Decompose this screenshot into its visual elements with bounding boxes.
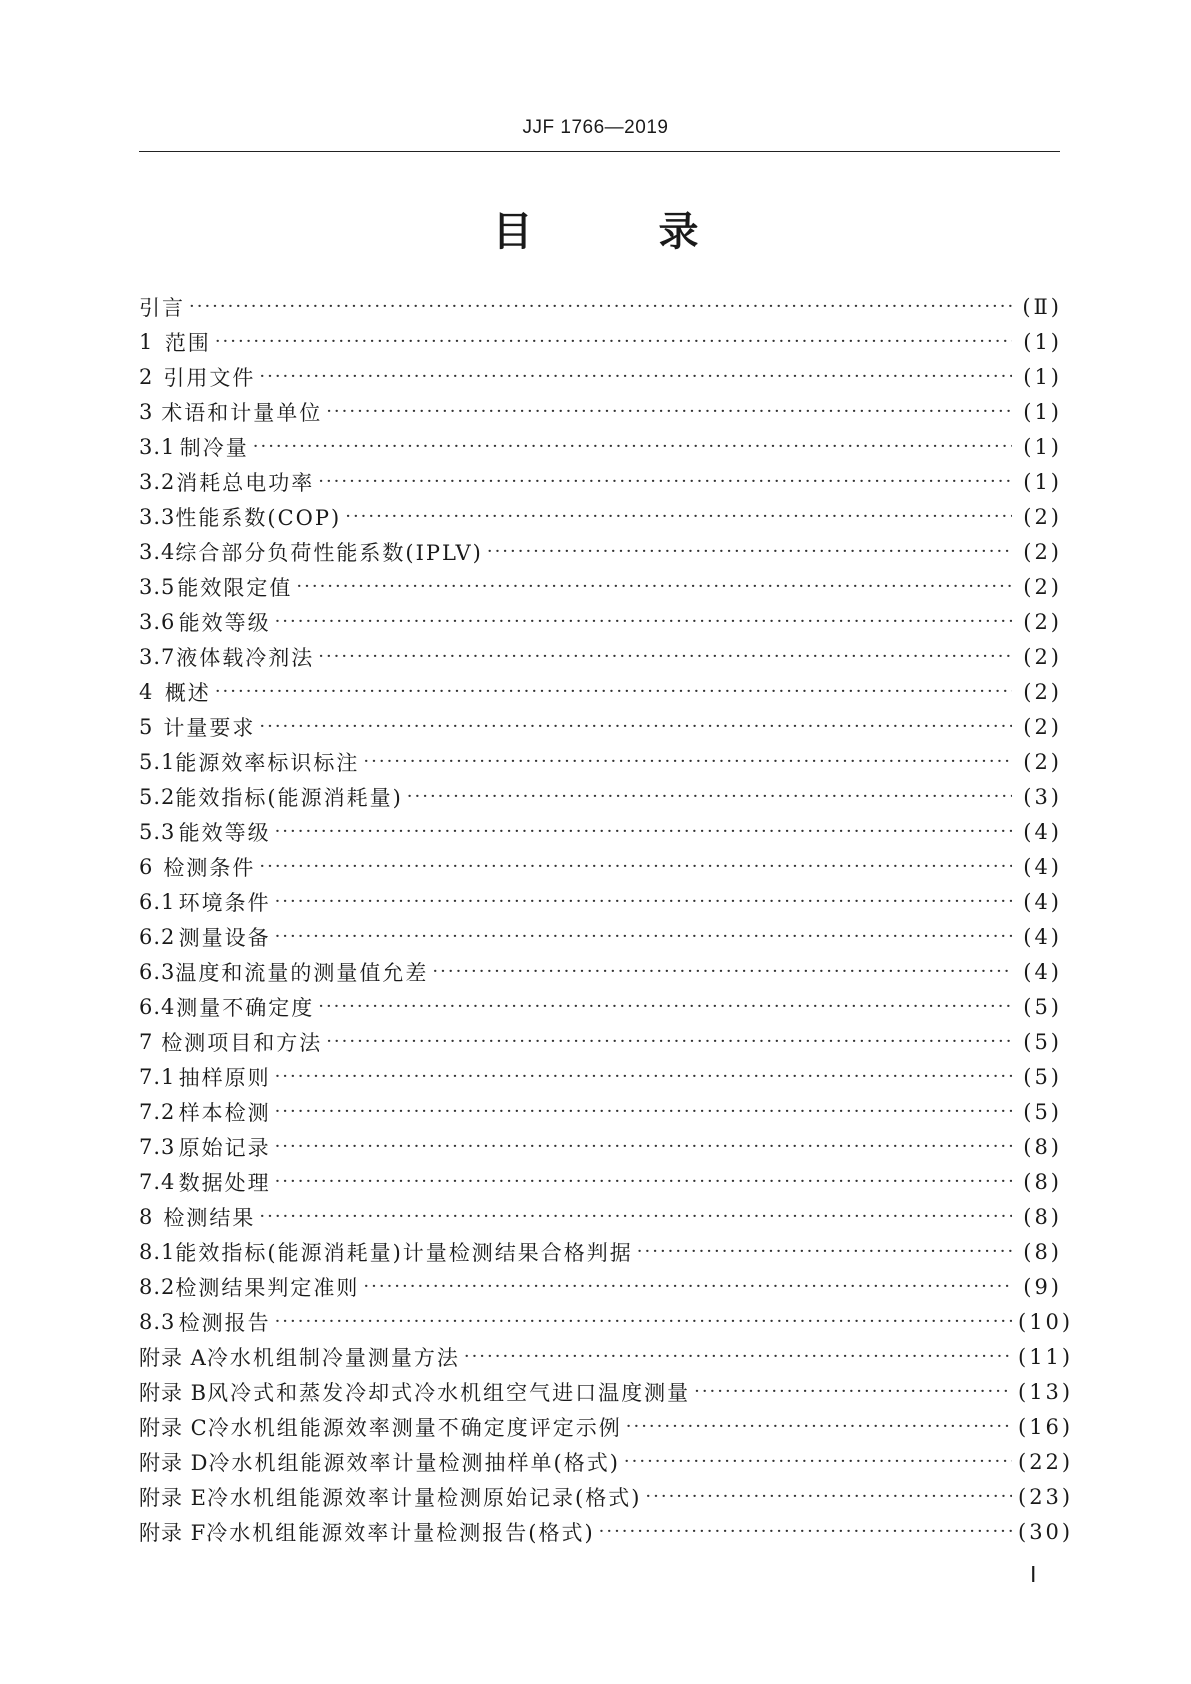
toc-entry-label: 性能系数(COP) — [175, 505, 342, 530]
toc-entry-number: 附录 F — [139, 1520, 207, 1545]
toc-entry-page: (2) — [1023, 574, 1062, 599]
toc-entry-page: (1) — [1023, 364, 1062, 389]
toc-entry[interactable] — [139, 1164, 1062, 1199]
toc-entry-page: (4) — [1023, 959, 1062, 984]
toc-entry[interactable] — [139, 289, 1062, 324]
toc-entry-number: 1 — [139, 329, 154, 354]
toc-entry[interactable] — [139, 1304, 1074, 1339]
toc-entry[interactable] — [139, 1129, 1062, 1164]
toc-leader-dots — [275, 1101, 1012, 1122]
toc-entry-label: 原始记录 — [178, 1135, 271, 1160]
toc-entry[interactable] — [139, 849, 1062, 884]
toc-entry[interactable] — [139, 709, 1062, 744]
toc-entry[interactable] — [139, 989, 1062, 1024]
toc-entry[interactable] — [139, 1479, 1074, 1514]
toc-entry-page: (3) — [1023, 784, 1062, 809]
toc-leader-dots — [275, 1066, 1012, 1087]
header-divider — [139, 151, 1060, 152]
toc-entry-page: (5) — [1023, 1064, 1062, 1089]
toc-entry-label: 冷水机组能源效率测量不确定度评定示例 — [207, 1415, 622, 1440]
toc-leader-dots — [363, 1276, 1012, 1297]
toc-entry-label: 检测条件 — [163, 855, 256, 880]
toc-leader-dots — [215, 681, 1012, 702]
toc-leader-dots — [326, 401, 1012, 422]
toc-leader-dots — [296, 576, 1012, 597]
toc-leader-dots — [275, 1171, 1012, 1192]
toc-entry-number: 5.1 — [139, 749, 176, 774]
toc-entry-label: 引用文件 — [163, 365, 256, 390]
toc-leader-dots — [275, 891, 1012, 912]
toc-entry-page: (2) — [1023, 609, 1062, 634]
toc-entry-number: 7.3 — [139, 1134, 176, 1159]
toc-entry-number: 3.3 — [139, 504, 176, 529]
toc-leader-dots — [432, 961, 1012, 982]
toc-leader-dots — [363, 751, 1012, 772]
toc-entry[interactable] — [139, 1059, 1062, 1094]
toc-leader-dots — [464, 1346, 1012, 1367]
toc-leader-dots — [259, 716, 1012, 737]
toc-entry-number: 3.5 — [139, 574, 176, 599]
toc-entry-number: 6.2 — [139, 924, 176, 949]
toc-entry[interactable] — [139, 1199, 1062, 1234]
toc-leader-dots — [318, 471, 1012, 492]
toc-entry[interactable] — [139, 1024, 1062, 1059]
toc-leader-dots — [215, 331, 1012, 352]
toc-leader-dots — [407, 786, 1012, 807]
toc-entry[interactable] — [139, 1234, 1062, 1269]
toc-entry-number: 3.1 — [139, 434, 176, 459]
toc-leader-dots — [694, 1381, 1012, 1402]
toc-entry-number: 8.1 — [139, 1239, 176, 1264]
toc-entry-page: (1) — [1023, 399, 1062, 424]
toc-entry-number: 3.7 — [139, 644, 176, 669]
toc-entry-label: 液体载冷剂法 — [176, 645, 315, 670]
toc-leader-dots — [275, 1136, 1012, 1157]
toc-entry-page: (2) — [1023, 679, 1062, 704]
toc-entry-number: 3.2 — [139, 469, 176, 494]
toc-leader-dots — [626, 1416, 1012, 1437]
toc-entry-number: 附录 A — [139, 1345, 207, 1370]
toc-entry-page: (2) — [1023, 504, 1062, 529]
toc-leader-dots — [637, 1241, 1012, 1262]
toc-entry-label: 能源效率标识标注 — [175, 750, 360, 775]
toc-entry-page: (2) — [1023, 749, 1062, 774]
toc-entry-label: 测量不确定度 — [176, 995, 315, 1020]
toc-leader-dots — [189, 296, 1012, 317]
toc-entry-label: 范围 — [164, 330, 211, 355]
table-of-contents — [139, 289, 1074, 1549]
toc-leader-dots — [645, 1486, 1012, 1507]
toc-entry-label: 制冷量 — [179, 435, 249, 460]
toc-leader-dots — [345, 506, 1012, 527]
toc-entry-page: (4) — [1023, 924, 1062, 949]
toc-entry-page: (5) — [1023, 994, 1062, 1019]
toc-entry-page: (8) — [1023, 1239, 1062, 1264]
toc-leader-dots — [318, 996, 1012, 1017]
toc-entry-page: (2) — [1023, 644, 1062, 669]
toc-entry-number: 6.3 — [139, 959, 176, 984]
toc-entry-label: 样本检测 — [178, 1100, 271, 1125]
toc-entry-label: 数据处理 — [178, 1170, 271, 1195]
toc-entry-page: (1) — [1023, 469, 1062, 494]
toc-entry[interactable] — [139, 359, 1062, 394]
toc-leader-dots — [318, 646, 1012, 667]
toc-entry-label: 风冷式和蒸发冷却式冷水机组空气进口温度测量 — [207, 1380, 691, 1405]
toc-leader-dots — [259, 366, 1012, 387]
toc-entry-number: 6.1 — [139, 889, 176, 914]
toc-entry-number: 7.2 — [139, 1099, 176, 1124]
toc-entry-page: (Ⅱ) — [1022, 294, 1062, 319]
toc-entry-label: 抽样原则 — [178, 1065, 271, 1090]
document-code: JJF 1766—2019 — [522, 117, 669, 138]
toc-leader-dots — [275, 611, 1012, 632]
toc-entry-page: (4) — [1023, 854, 1062, 879]
toc-entry[interactable] — [139, 779, 1062, 814]
toc-entry[interactable] — [139, 569, 1062, 604]
toc-entry-label: 能效等级 — [178, 820, 271, 845]
toc-entry-label: 检测项目和方法 — [161, 1030, 323, 1055]
toc-entry-number: 7.1 — [139, 1064, 176, 1089]
toc-entry-page: (11) — [1018, 1344, 1074, 1369]
toc-entry-number: 附录 E — [139, 1485, 208, 1510]
toc-entry-number: 7 — [139, 1029, 154, 1054]
toc-entry-label: 冷水机组能源效率计量检测原始记录(格式) — [207, 1485, 642, 1510]
toc-entry[interactable] — [139, 674, 1062, 709]
toc-leader-dots — [275, 926, 1012, 947]
toc-entry-label: 冷水机组能源效率计量检测抽样单(格式) — [208, 1450, 620, 1475]
toc-entry[interactable] — [139, 324, 1062, 359]
toc-entry-label: 消耗总电功率 — [176, 470, 315, 495]
toc-entry[interactable] — [139, 1269, 1062, 1304]
toc-entry[interactable] — [139, 814, 1062, 849]
toc-entry[interactable] — [139, 464, 1062, 499]
toc-entry-label: 冷水机组制冷量测量方法 — [206, 1345, 460, 1370]
toc-entry-number: 5 — [139, 714, 154, 739]
toc-entry[interactable] — [139, 1444, 1074, 1479]
toc-entry-page: (13) — [1018, 1379, 1074, 1404]
toc-leader-dots — [275, 1311, 1012, 1332]
toc-leader-dots — [487, 541, 1012, 562]
toc-entry-number: 8.3 — [139, 1309, 176, 1334]
toc-entry-label: 检测结果判定准则 — [175, 1275, 360, 1300]
toc-entry-page: (5) — [1023, 1099, 1062, 1124]
toc-entry-page: (1) — [1023, 329, 1062, 354]
toc-entry[interactable] — [139, 884, 1062, 919]
toc-entry-label: 能效限定值 — [177, 575, 293, 600]
toc-entry-label: 冷水机组能源效率计量检测报告(格式) — [206, 1520, 595, 1545]
toc-entry[interactable] — [139, 604, 1062, 639]
toc-leader-dots — [326, 1031, 1012, 1052]
toc-entry[interactable] — [139, 534, 1062, 569]
toc-entry[interactable] — [139, 1514, 1074, 1549]
toc-entry-number: 8 — [139, 1204, 154, 1229]
toc-entry-label: 术语和计量单位 — [161, 400, 323, 425]
toc-entry-number: 2 — [139, 364, 154, 389]
toc-leader-dots — [253, 436, 1012, 457]
toc-entry-label: 综合部分负荷性能系数(IPLV) — [175, 540, 483, 565]
toc-entry[interactable] — [139, 1094, 1062, 1129]
toc-entry-number: 8.2 — [139, 1274, 176, 1299]
toc-entry-label: 引言 — [139, 295, 185, 320]
toc-entry[interactable] — [139, 394, 1062, 429]
toc-entry-number: 6.4 — [139, 994, 176, 1019]
toc-entry-number: 7.4 — [139, 1169, 176, 1194]
page-title: 目 录 — [492, 209, 755, 255]
toc-entry-number: 附录 C — [139, 1415, 208, 1440]
toc-leader-dots — [624, 1451, 1012, 1472]
toc-entry-page: (8) — [1023, 1204, 1062, 1229]
toc-entry-page: (23) — [1018, 1484, 1074, 1509]
toc-entry-label: 温度和流量的测量值允差 — [175, 960, 429, 985]
toc-entry-label: 测量设备 — [178, 925, 271, 950]
toc-entry-number: 附录 B — [139, 1380, 208, 1405]
toc-entry[interactable] — [139, 1374, 1074, 1409]
toc-entry-page: (5) — [1023, 1029, 1062, 1054]
toc-entry-page: (30) — [1018, 1519, 1074, 1544]
toc-entry-label: 能效指标(能源消耗量)计量检测结果合格判据 — [175, 1240, 633, 1265]
toc-entry-number: 5.2 — [139, 784, 176, 809]
toc-entry-number: 3 — [139, 399, 154, 424]
toc-entry[interactable] — [139, 954, 1062, 989]
toc-entry-page: (22) — [1018, 1449, 1074, 1474]
toc-entry-page: (1) — [1023, 434, 1062, 459]
toc-entry-label: 检测结果 — [163, 1205, 256, 1230]
toc-entry-page: (10) — [1018, 1309, 1074, 1334]
toc-leader-dots — [275, 821, 1012, 842]
toc-entry-number: 附录 D — [139, 1450, 209, 1475]
toc-entry[interactable] — [139, 1339, 1074, 1374]
toc-entry-page: (8) — [1023, 1169, 1062, 1194]
toc-leader-dots — [259, 1206, 1012, 1227]
toc-entry[interactable] — [139, 499, 1062, 534]
toc-entry-label: 能效指标(能源消耗量) — [175, 785, 403, 810]
toc-entry-page: (16) — [1018, 1414, 1074, 1439]
toc-entry-label: 计量要求 — [163, 715, 256, 740]
toc-entry-page: (2) — [1023, 539, 1062, 564]
toc-entry-label: 能效等级 — [178, 610, 271, 635]
toc-entry-number: 3.4 — [139, 539, 176, 564]
toc-entry-label: 环境条件 — [178, 890, 271, 915]
toc-entry[interactable] — [139, 639, 1062, 674]
toc-entry-label: 概述 — [164, 680, 211, 705]
toc-entry-page: (2) — [1023, 714, 1062, 739]
toc-entry-number: 4 — [139, 679, 154, 704]
toc-entry-page: (8) — [1023, 1134, 1062, 1159]
toc-entry-number: 3.6 — [139, 609, 176, 634]
page-number: Ⅰ — [1030, 1562, 1037, 1587]
toc-entry[interactable] — [139, 919, 1062, 954]
toc-entry-page: (4) — [1023, 819, 1062, 844]
toc-entry-page: (4) — [1023, 889, 1062, 914]
toc-leader-dots — [599, 1521, 1012, 1542]
toc-entry[interactable] — [139, 429, 1062, 464]
toc-entry-page: (9) — [1023, 1274, 1062, 1299]
toc-entry-number: 5.3 — [139, 819, 176, 844]
toc-entry[interactable] — [139, 744, 1062, 779]
toc-entry[interactable] — [139, 1409, 1074, 1444]
toc-leader-dots — [259, 856, 1012, 877]
toc-entry-label: 检测报告 — [178, 1310, 271, 1335]
toc-entry-number: 6 — [139, 854, 154, 879]
